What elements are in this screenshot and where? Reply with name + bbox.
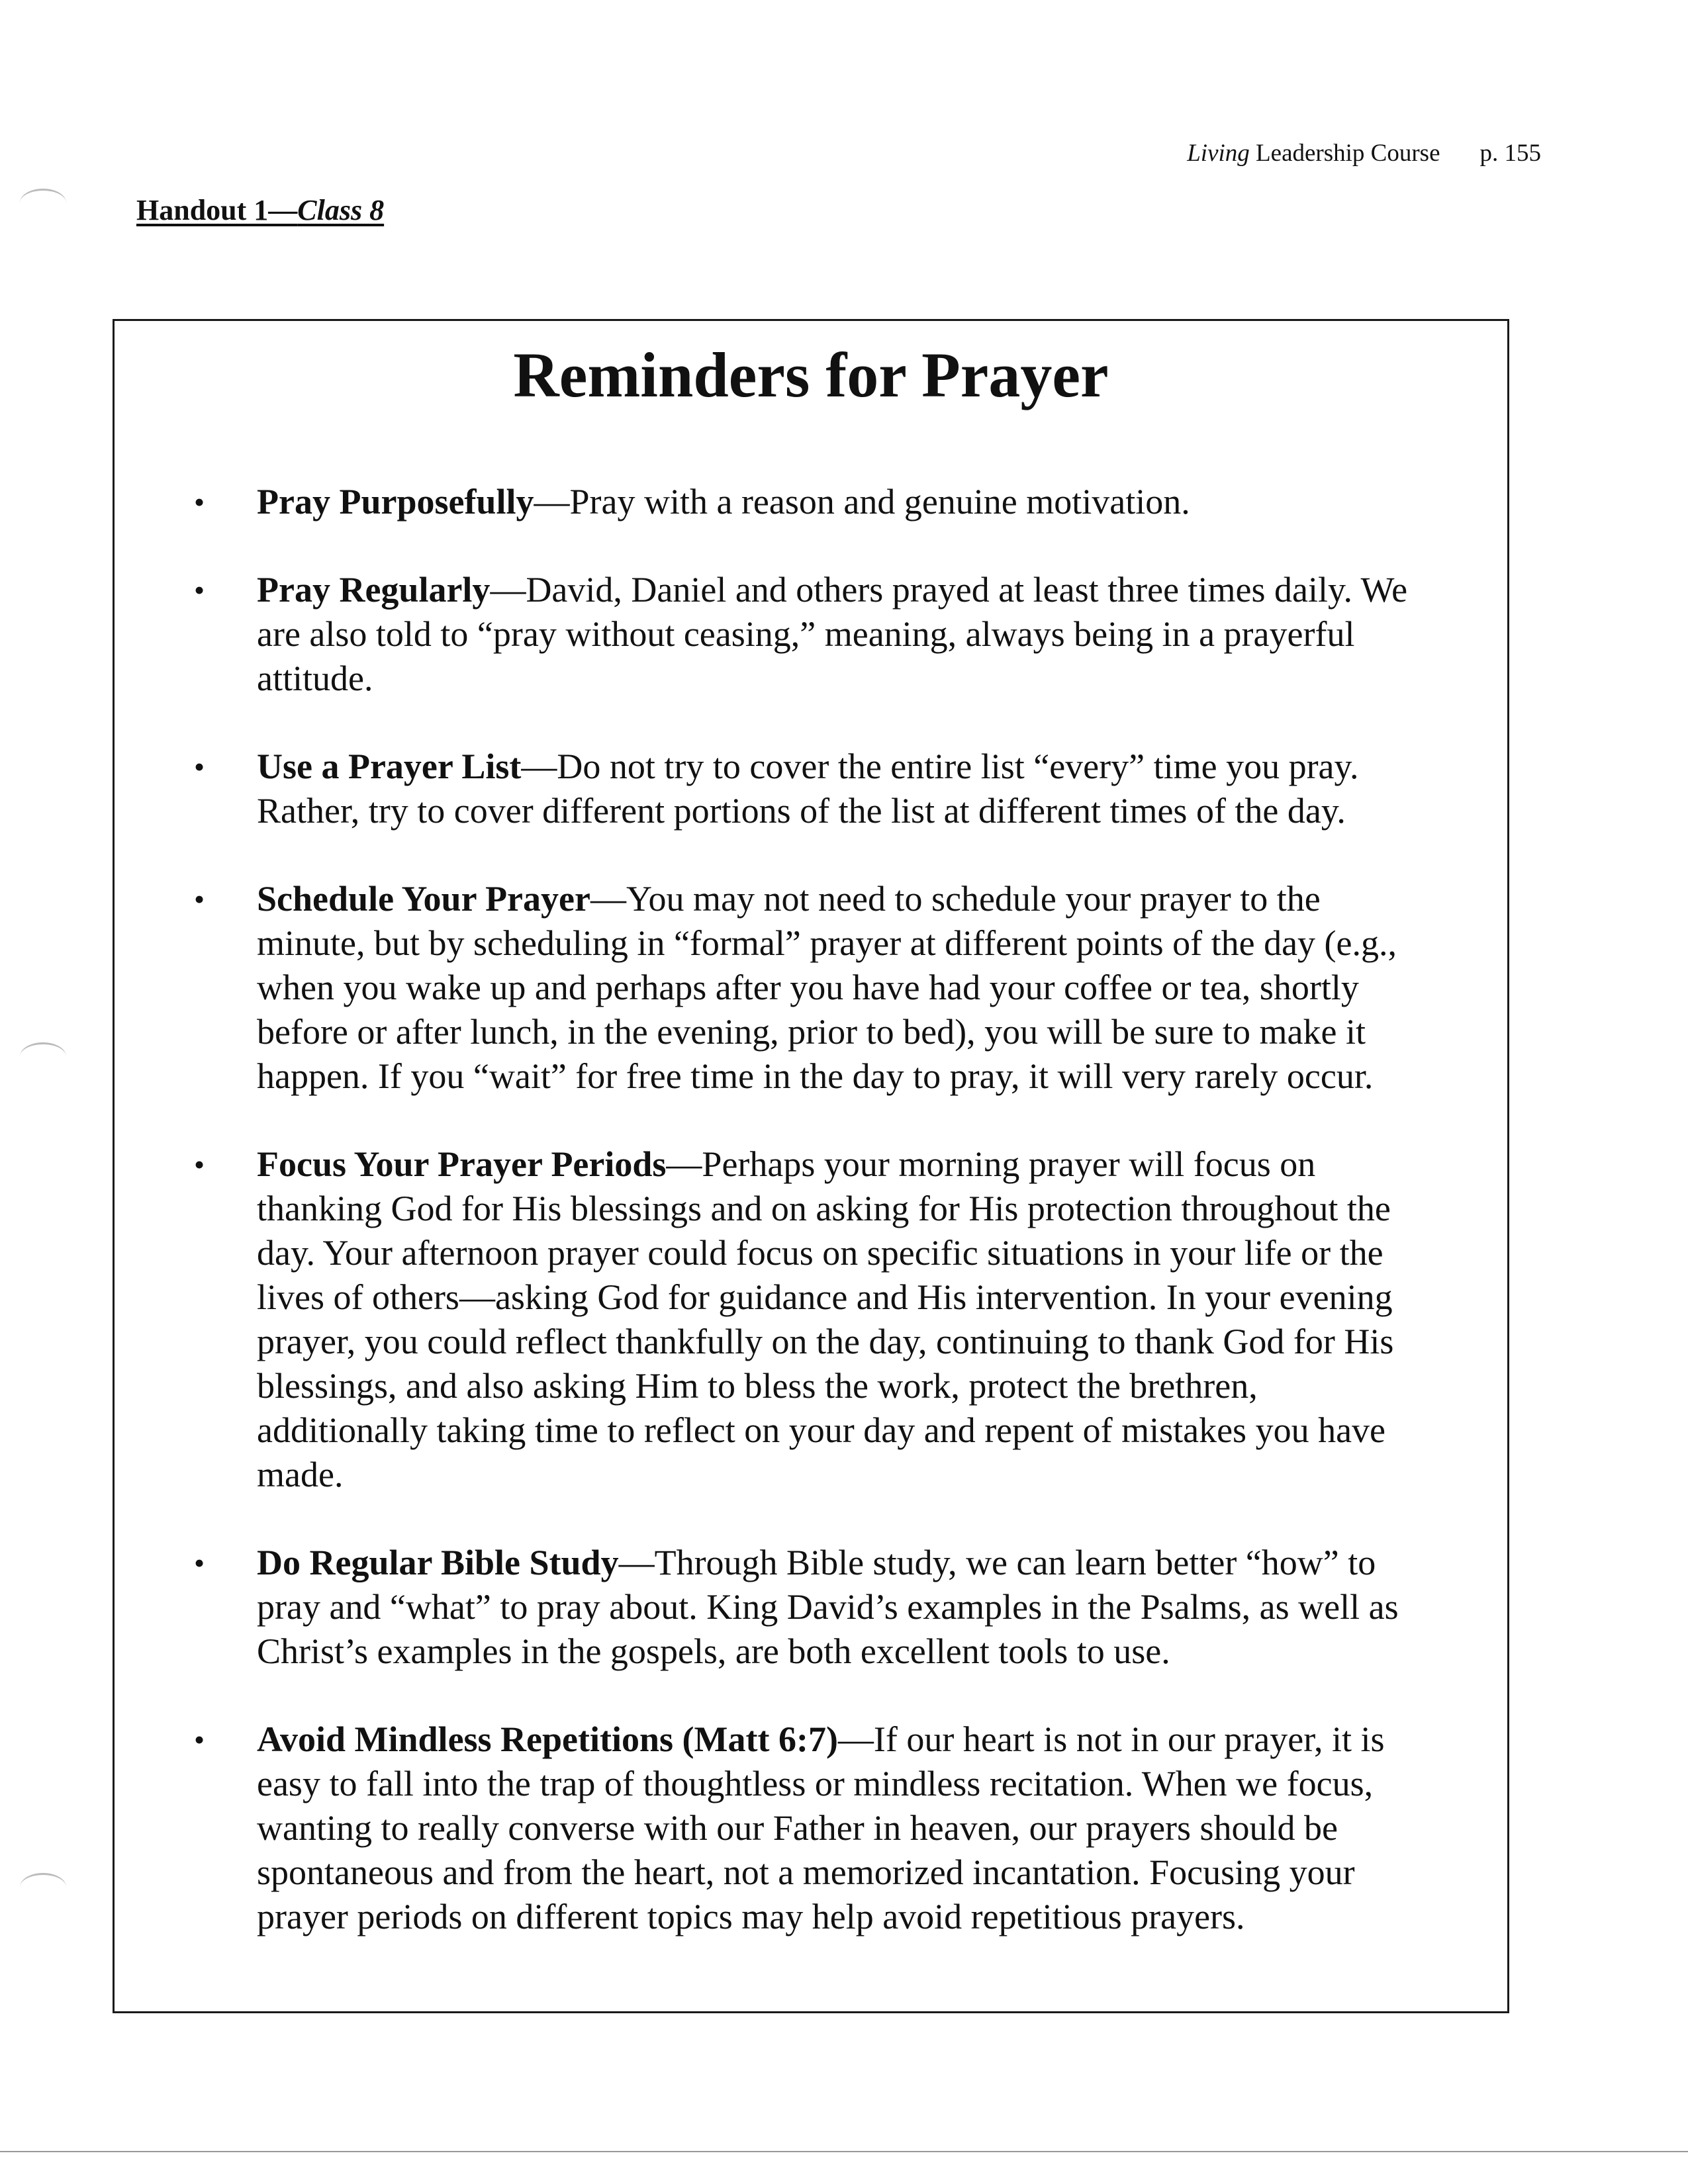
bullet-icon: •: [194, 1148, 205, 1181]
list-item: [194, 1541, 1408, 1674]
bullet-icon: •: [194, 750, 205, 784]
item-term: Do Regular Bible Study: [257, 1543, 619, 1582]
item-term: Focus Your Prayer Periods: [257, 1144, 667, 1184]
reminders-box: [113, 319, 1509, 2013]
class-number: Class 8: [297, 194, 385, 226]
item-term: Pray Purposefully: [257, 482, 534, 522]
list-item: [194, 1717, 1408, 1939]
item-text: —If our heart is not in our prayer, it is easy to fall into the trap of thoughtless or mindless recitation. When we focus, wanting to really converse with our Father in heaven, our prayers should be spontaneous and from the heart, not a memorized incantation. Focusing your prayer periods on different topics may help avoid repetitious prayers.: [257, 1719, 1385, 1936]
item-term: Avoid Mindless Repetitions (Matt 6:7): [257, 1719, 838, 1759]
list-item: [194, 568, 1408, 701]
list-item: [194, 877, 1408, 1099]
item-text: —You may not need to schedule your prayer to the minute, but by scheduling in “formal” prayer at different points of the day (e.g., when you wake up and perhaps after you have had your coffee or tea, shortly before or after lunch, in the evening, prior to bed), you will be sure to make it happen. If you “wait” for free time in the day to pray, it will very rarely occur.: [257, 879, 1397, 1096]
list-item: [194, 480, 1408, 524]
bullet-icon: •: [194, 573, 205, 607]
bullet-icon: •: [194, 1546, 205, 1580]
item-text: —Do not try to cover the entire list “every” time you pray. Rather, try to cover different portions of the list at different times of the day.: [257, 747, 1359, 831]
scan-edge-line: [0, 2151, 1688, 2152]
item-text: —Through Bible study, we can learn better “how” to pray and “what” to pray about. King David’s examples in the Psalms, as well as Christ’s examples in the gospels, are both excellent tools to use.: [257, 1543, 1399, 1671]
item-text: —Pray with a reason and genuine motivation.: [534, 482, 1190, 522]
list-item: [194, 745, 1408, 833]
item-text: —Perhaps your morning prayer will focus on thanking God for His blessings and on asking for His protection throughout the day. Your afternoon prayer could focus on specific situations in your life or the lives of others—asking God for guidance and His intervention. In your evening prayer, you could reflect thankfully on the day, continuing to thank God for His blessings, and also asking Him to bless the work, protect the brethren, additionally taking time to reflect on your day and repent of mistakes you have made.: [257, 1144, 1394, 1494]
item-text: —David, Daniel and others prayed at least three times daily. We are also told to “pray without ceasing,” meaning, always being in a prayerful attitude.: [257, 570, 1408, 698]
course-name-rest: Leadership Course: [1249, 140, 1440, 167]
course-name-italic: Living: [1187, 140, 1250, 167]
reminders-list: [194, 480, 1408, 1983]
bullet-icon: •: [194, 485, 205, 519]
binder-hole-mark: [20, 1042, 66, 1071]
page-header: [1187, 139, 1541, 167]
handout-label: [136, 193, 384, 227]
bullet-icon: •: [194, 1723, 205, 1756]
binder-hole-mark: [20, 1873, 66, 1901]
handout-number: Handout 1—: [136, 194, 298, 226]
page-number: p. 155: [1479, 140, 1541, 167]
page-title: Reminders for Prayer: [513, 340, 1109, 410]
list-item: [194, 1142, 1408, 1497]
binder-hole-mark: [20, 189, 66, 217]
item-term: Schedule Your Prayer: [257, 879, 590, 919]
item-term: Use a Prayer List: [257, 747, 522, 786]
bullet-icon: •: [194, 882, 205, 916]
item-term: Pray Regularly: [257, 570, 491, 610]
